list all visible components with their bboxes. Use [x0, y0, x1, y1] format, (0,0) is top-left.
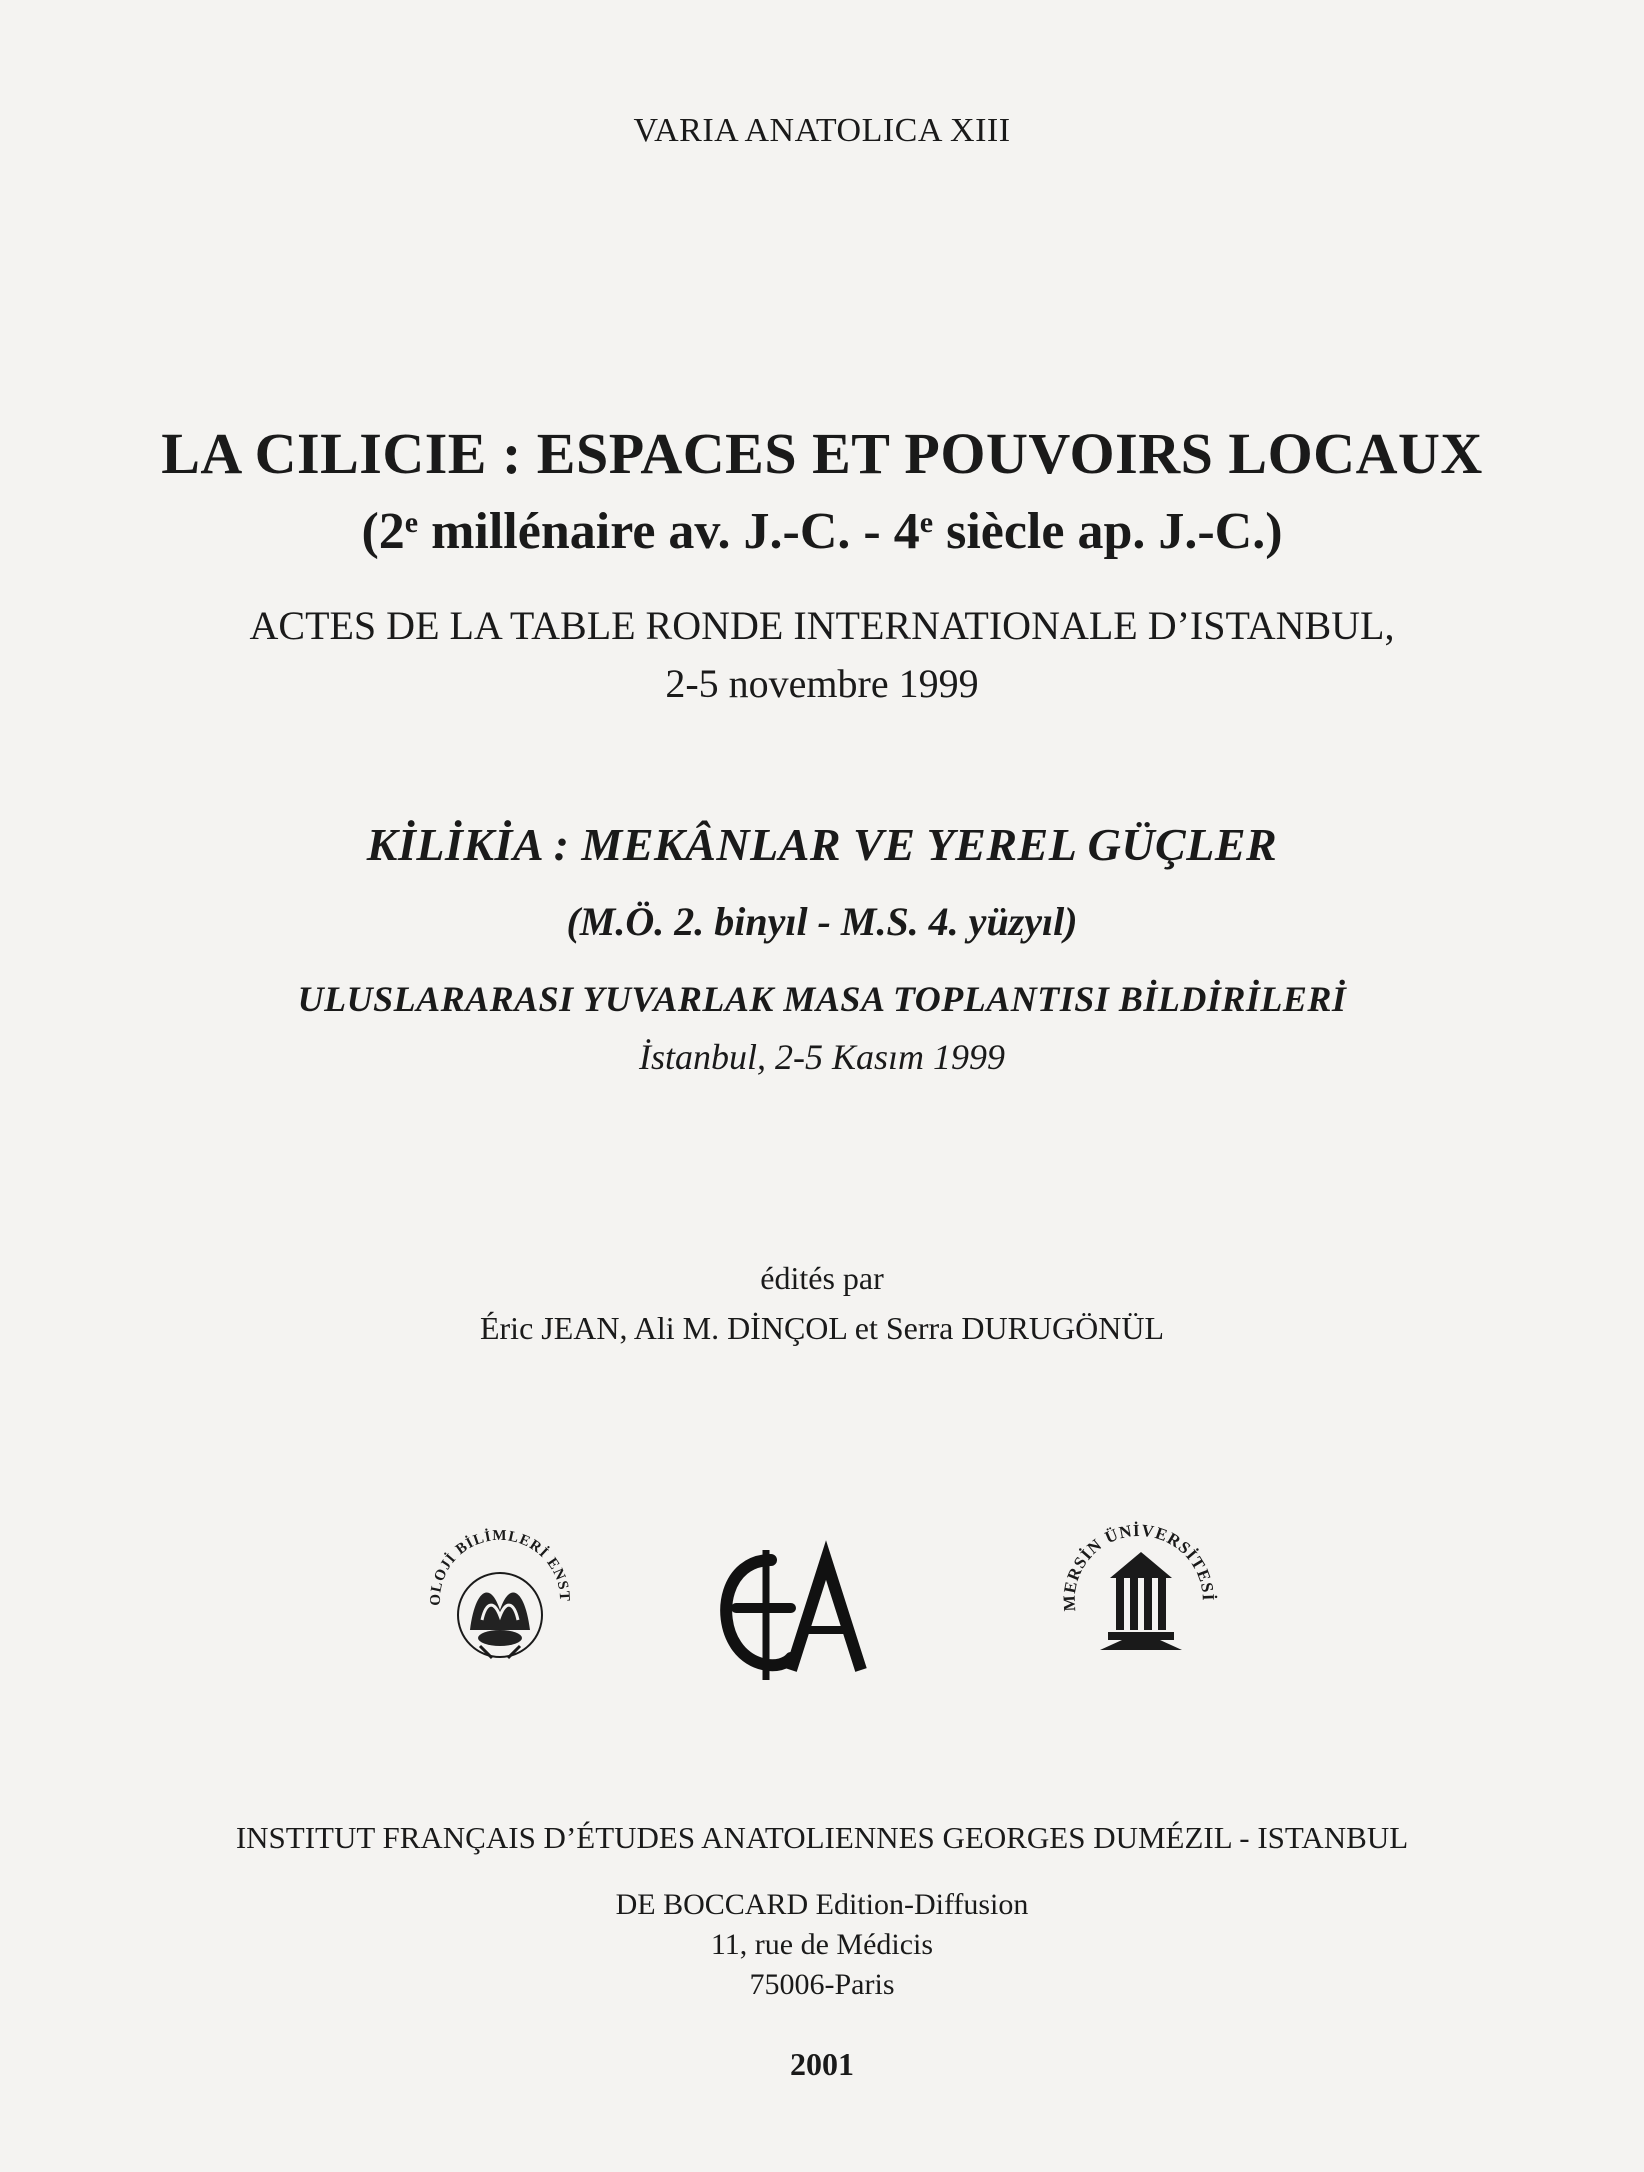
- turkish-proceedings-line: ULUSLARARASI YUVARLAK MASA TOPLANTISI BİLDİRİLERİ: [297, 979, 1347, 1019]
- edited-by-label: édités par: [760, 1260, 884, 1296]
- subtitle-part: millénaire av. J.-C. - 4: [418, 503, 920, 560]
- publisher-city: 75006-Paris: [749, 1968, 895, 2001]
- publisher-name: DE BOCCARD Edition-Diffusion: [615, 1888, 1029, 1921]
- french-title: LA CILICIE : ESPACES ET POUVOIRS LOCAUX: [161, 421, 1483, 486]
- series-title: VARIA ANATOLICA XIII: [633, 112, 1011, 149]
- publisher-street: 11, rue de Médicis: [710, 1928, 934, 1961]
- seal-ring-text: OLOJİ BİLİMLERİ ENST: [427, 1527, 573, 1606]
- subtitle-part: siècle ap. J.-C.): [933, 503, 1283, 560]
- proceedings-line: ACTES DE LA TABLE RONDE INTERNATIONALE D’ISTANBUL,: [249, 603, 1395, 648]
- turkish-subtitle: (M.Ö. 2. binyıl - M.S. 4. yüzyıl): [566, 899, 1078, 944]
- turkish-dates: İstanbul, 2-5 Kasım 1999: [638, 1037, 1005, 1077]
- institute-name: INSTITUT FRANÇAIS D’ÉTUDES ANATOLIENNES GEORGES DUMÉZIL - ISTANBUL: [235, 1820, 1409, 1855]
- superscript: e: [404, 506, 419, 539]
- editors-names: Éric JEAN, Ali M. DİNÇOL et Serra DURUGÖNÜL: [479, 1310, 1165, 1346]
- subtitle-part: (2: [361, 503, 405, 560]
- mersin-university-seal-icon: [1060, 1500, 1220, 1670]
- french-dates: 2-5 novembre 1999: [665, 661, 979, 706]
- institute-seal-icon: [420, 1520, 580, 1680]
- french-subtitle: [0, 502, 1644, 561]
- ifea-monogram-icon: [696, 1540, 876, 1690]
- superscript: e: [919, 506, 934, 539]
- svg-text:ARKEOLOJİ BİLİMLERİ ENSTİTÜSÜ: [420, 1520, 572, 1606]
- publication-year: 2001: [790, 2046, 854, 2082]
- seal-ring-text: MERSİN ÜNİVERSİTESİ: [1060, 1520, 1218, 1612]
- turkish-title: KİLİKİA : MEKÂNLAR VE YEREL GÜÇLER: [366, 819, 1278, 870]
